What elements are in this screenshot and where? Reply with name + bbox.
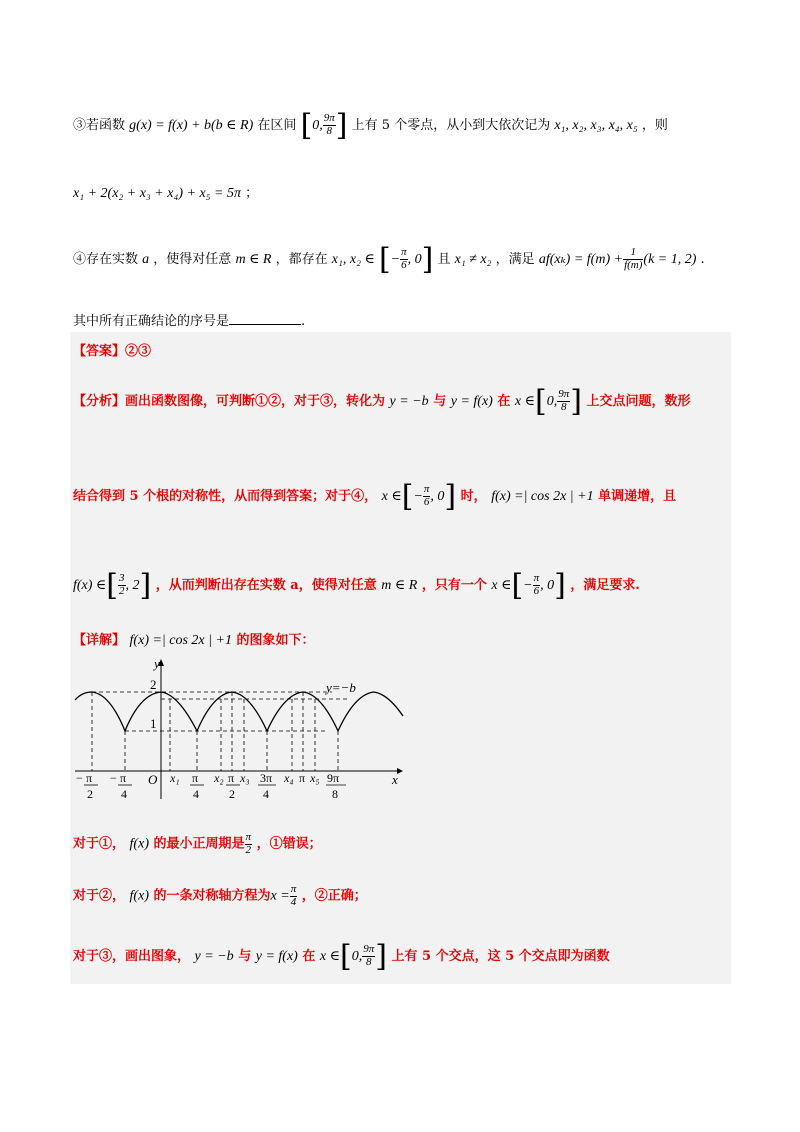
item3-equation-line	[73, 187, 258, 201]
svg-text:2: 2	[87, 787, 93, 801]
svg-text:π: π	[228, 771, 235, 785]
y-axis-label: y	[154, 656, 160, 671]
item3-equation: x₁ + 2(x₂ + x₃ + x₄) + x₅ = 5π	[73, 186, 241, 201]
svg-text:x₂: x₂	[214, 771, 224, 785]
y-label-1: 1	[150, 716, 157, 731]
question-line: 其中所有正确结论的序号是 .	[73, 314, 306, 329]
inequality: x₁ ≠ x₂	[454, 252, 492, 267]
analysis-line-1: 【分析】画出函数图像，可判断①②，对于③，转化为 y = −b 与 y = f(x) 在 x ∈[0, $\frac{9\pi}{8}$ ] 上交点问题，数形	[73, 384, 691, 419]
svg-text:x₃: x₃	[240, 771, 250, 785]
answer-label: 【答案】②③	[73, 344, 152, 359]
svg-text:x₅: x₅	[310, 771, 320, 785]
item3-text: ，则	[641, 118, 668, 133]
analysis-line-3: f(x) ∈[ $\frac{3}{2}$ , 2] ，从而判断出存在实数 a，使得对任意 m ∈ R ，只有一个 x ∈[− $\frac{\pi}{6}$ , 0] ，满足要求.	[73, 568, 640, 603]
svg-text:8: 8	[332, 787, 338, 801]
punctuation: ；	[245, 186, 259, 201]
x-axis-label: x	[392, 772, 398, 787]
origin-label: O	[148, 772, 158, 787]
variable-m: m ∈ R	[235, 252, 272, 267]
variable-x: x₁, x₂ ∈	[331, 252, 375, 267]
svg-text:4: 4	[121, 787, 127, 801]
svg-text:2: 2	[229, 787, 235, 801]
svg-text:−: −	[76, 771, 83, 785]
detail-item-2: 对于②， f(x) 的一条对称轴方程为x = $\frac{\pi}{4}$ ，②正确；	[73, 883, 367, 908]
svg-text:x₁: x₁	[170, 771, 180, 785]
zero-list: x₁, x₂, x₃, x₄, x₅	[554, 118, 638, 133]
svg-text:π: π	[120, 771, 127, 785]
item4-text: ④存在实数	[73, 252, 139, 267]
fraction: $\frac{9\pi}{8}$	[323, 112, 335, 137]
svg-text:x₄: x₄	[284, 771, 294, 785]
question-text: 其中所有正确结论的序号是	[73, 314, 230, 329]
fraction: $\frac{\pi}{6}$	[401, 246, 407, 271]
answer-blank[interactable]	[229, 312, 301, 325]
interval-start: 0,	[312, 118, 323, 133]
item4-text: ，都存在	[275, 252, 328, 267]
svg-text:4: 4	[263, 787, 269, 801]
item3-line: ③若函数 g(x) = f(x) + b(b ∈ R) 在区间 [0, $\frac{9\pi}{8}$ ] 上有 5 个零点，从小到大依次记为 x₁, x₂, x₃, x₄, x₅ ，则	[73, 108, 668, 143]
svg-text:4: 4	[193, 787, 199, 801]
svg-text:−: −	[110, 771, 117, 785]
item3-text: 上有 5 个零点，从小到大依次记为	[351, 118, 551, 133]
detail-item-3: 对于③，画出图象， y = −b 与 y = f(x) 在 x ∈[0, $\frac{9\pi}{8}$ ] 上有 5 个交点，这 5 个交点即为函数	[73, 939, 610, 974]
item4-text: ，使得对任意	[153, 252, 232, 267]
svg-text:3π: 3π	[260, 771, 273, 785]
variable-a: a	[142, 252, 150, 267]
svg-text:9π: 9π	[327, 771, 340, 785]
detail-line: 【详解】 f(x) =| cos 2x | +1 的图象如下：	[73, 633, 315, 648]
item4-equation: af(xₖ) = f(m) +	[538, 252, 624, 267]
svg-text:π: π	[192, 771, 199, 785]
analysis-line-2: 结合得到 5 个根的对称性，从而得到答案；对于④， x ∈[− $\frac{\pi}{6}$ , 0] 时， f(x) =| cos 2x | +1 单调递增，且	[73, 479, 677, 514]
svg-text:π: π	[86, 771, 93, 785]
fraction: $\frac{1}{f(m)}$	[624, 246, 643, 271]
item3-text: ③若函数	[73, 118, 126, 133]
svg-text:π: π	[299, 771, 306, 785]
fraction: $\frac{9\pi}{8}$	[558, 388, 570, 413]
item4-text: ，满足	[495, 252, 535, 267]
item3-function: g(x) = f(x) + b(b ∈ R)	[129, 118, 254, 133]
item3-text: 在区间	[257, 118, 297, 133]
y-label-2: 2	[150, 677, 157, 692]
curve-label: y=−b	[326, 680, 356, 695]
detail-item-1: 对于①， f(x) 的最小正周期是 $\frac{\pi}{2}$ ，①错误；	[73, 831, 322, 856]
function-graph	[70, 656, 406, 802]
punctuation: .	[700, 252, 705, 267]
item4-text: 且	[437, 252, 451, 267]
item4-line: ④存在实数 a ，使得对任意 m ∈ R ，都存在 x₁, x₂ ∈ [− $\frac{\pi}{6}$ , 0] 且 x₁ ≠ x₂ ，满足 af(xₖ) = f(m) + $\frac{1}{f(m)}$ (k = 1, 2) .	[73, 242, 705, 277]
